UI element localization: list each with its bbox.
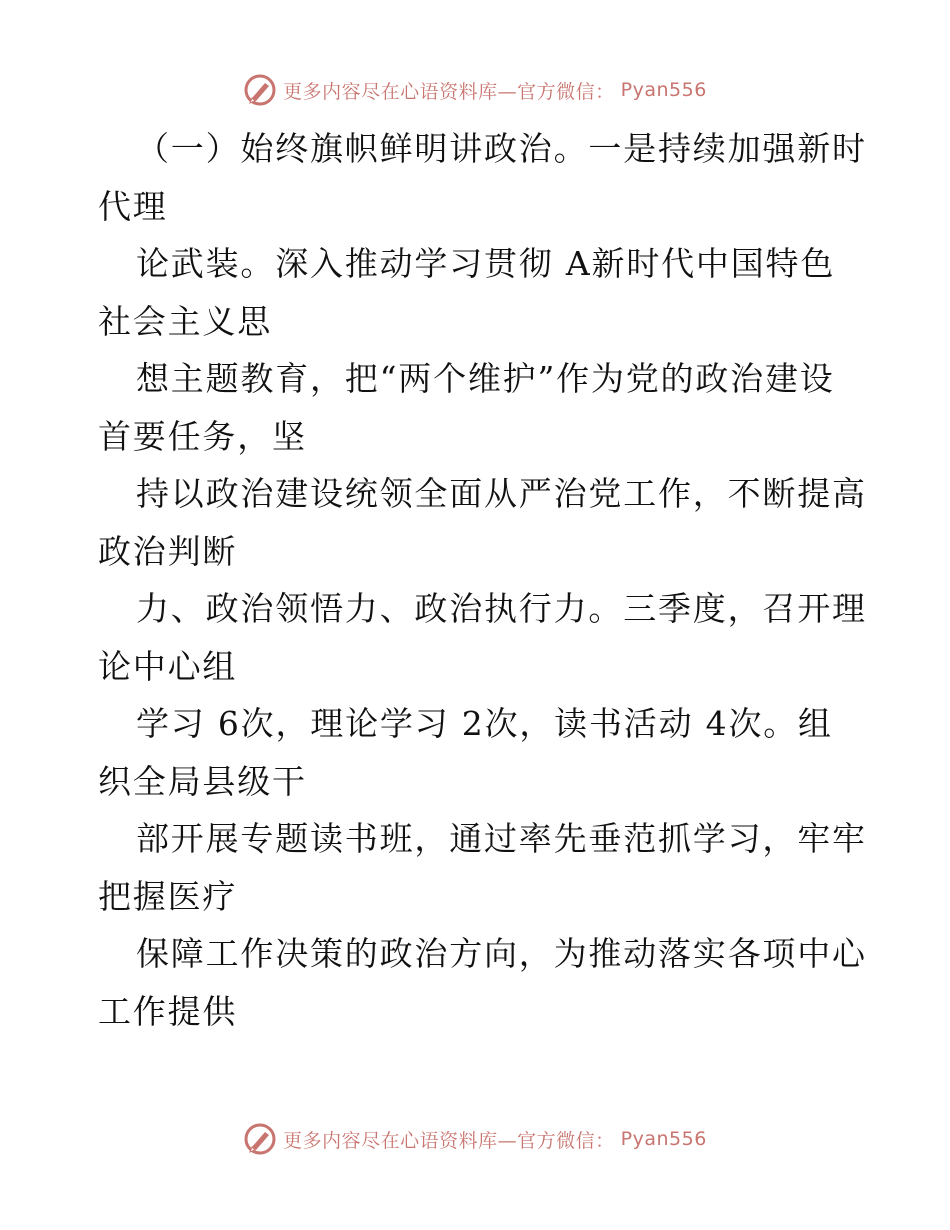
text-line: （一）始终旗帜鲜明讲政治。一是持续加强新时	[136, 129, 867, 168]
text-line: 社会主义思	[98, 301, 272, 341]
text-line: 论武装。深入推动学习贯彻 A新时代中国特色	[136, 244, 836, 283]
watermark-handle: Pyan556	[620, 79, 707, 101]
pen-logo-icon	[243, 1122, 277, 1156]
text-line: 工作提供	[98, 991, 238, 1031]
text-line: 织全局县级干	[98, 761, 307, 801]
footer-watermark	[0, 1121, 950, 1157]
text-line: 学习 6次，理论学习 2次，读书活动 4次。组	[136, 704, 833, 743]
document-body	[98, 120, 867, 1040]
text-line: 把握医疗	[98, 876, 238, 916]
watermark-text: 更多内容尽在心语资料库—官方微信：	[283, 80, 615, 103]
text-line: 想主题教育，把“两个维护”作为党的政治建设	[136, 359, 835, 398]
pen-logo-icon	[243, 73, 277, 107]
watermark-handle: Pyan556	[620, 1128, 707, 1150]
text-line: 代理	[98, 186, 168, 226]
text-line: 力、政治领悟力、政治执行力。三季度，召开理	[136, 589, 867, 628]
text-line: 保障工作决策的政治方向，为推动落实各项中心	[136, 934, 867, 973]
text-line: 持以政治建设统领全面从严治党工作，不断提高	[136, 474, 867, 513]
watermark-text: 更多内容尽在心语资料库—官方微信：	[283, 1129, 615, 1152]
text-line: 部开展专题读书班，通过率先垂范抓学习，牢牢	[136, 819, 867, 858]
header-watermark	[0, 72, 950, 108]
text-line: 首要任务，坚	[98, 416, 307, 456]
text-line: 政治判断	[98, 531, 238, 571]
text-line: 论中心组	[98, 646, 238, 686]
